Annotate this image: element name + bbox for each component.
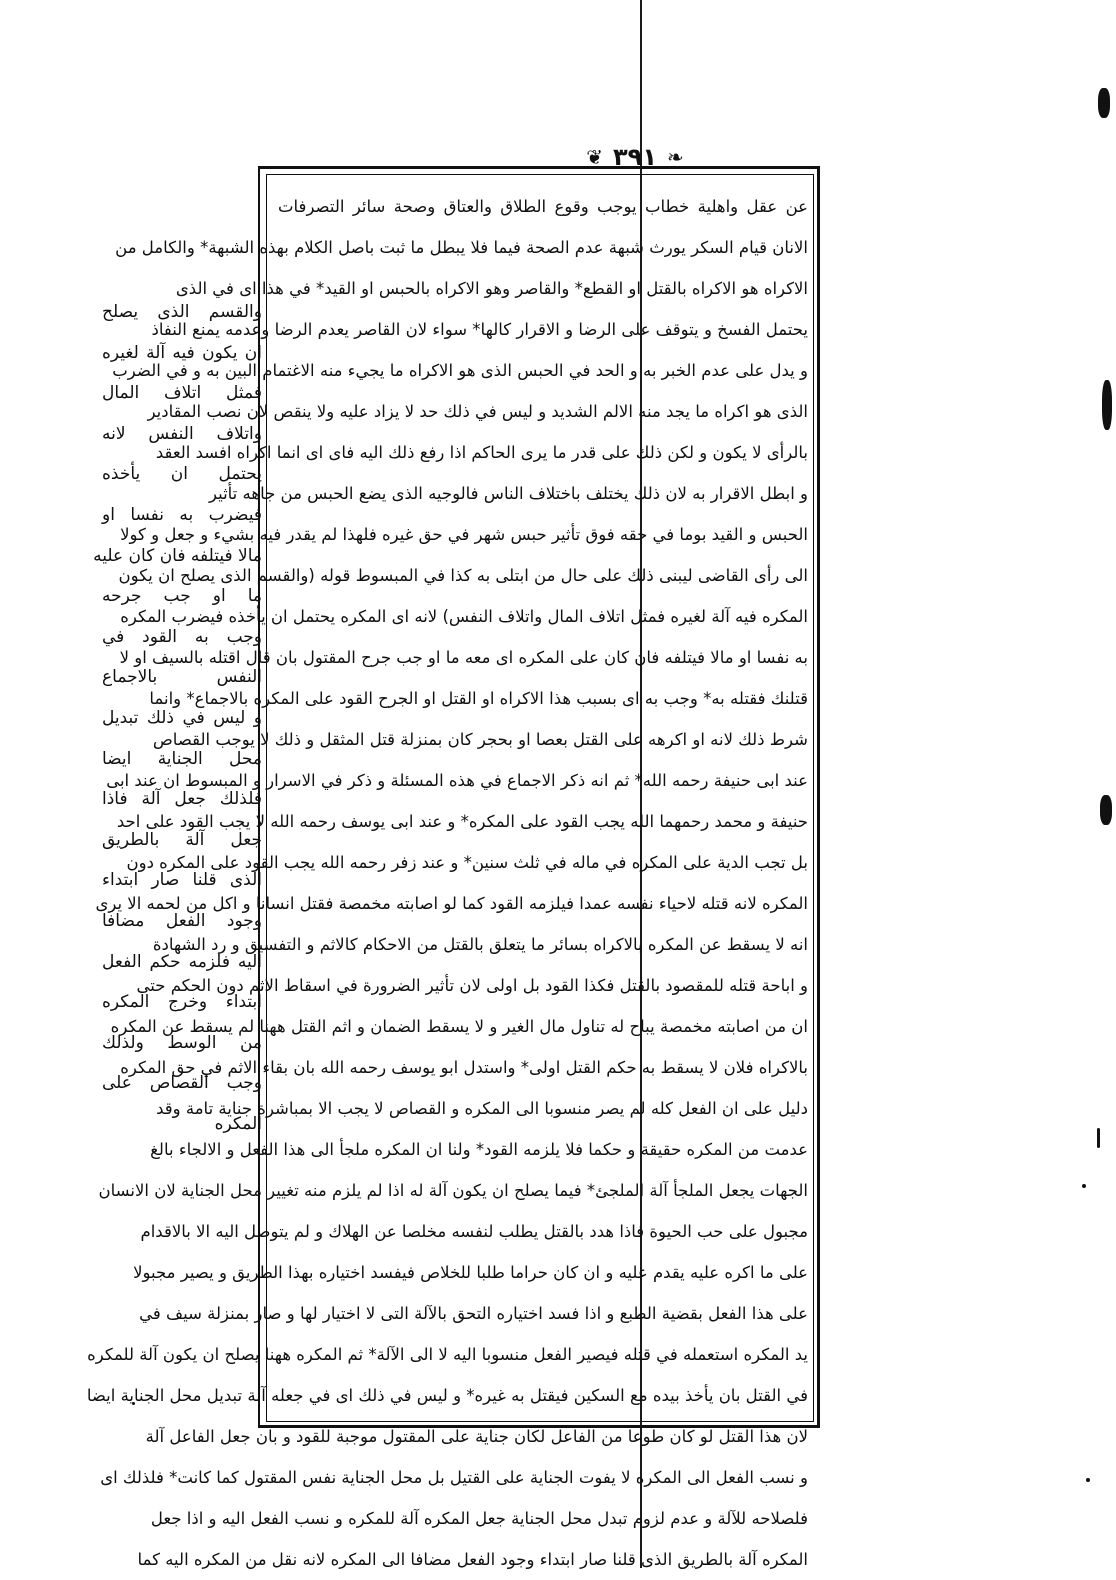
text-line: على ما اكره عليه يقدم عليه و ان كان حراما طلبا للخلاص فيفسد اختياره بهذا الطريق و يصير مجبولا xyxy=(133,1263,808,1282)
text-line: به نفسا او مالا فيتلفه فان كان على المكره اى معه ما او جب جرح المقتول بان قال اقتله بالسيف او لا xyxy=(119,648,808,667)
text-line: يحتمل الفسخ و يتوقف على الرضا و الاقرار كالها* سواء لان القاصر يعدم الرضا وعدمه يمنع النفاذ xyxy=(151,320,808,339)
text-line: الحبس و القيد بوما في حقه فوق تأثير حبس شهر في حق غيره فلهذا لم يقدر فيه بشيء و جعل و كولا xyxy=(120,525,808,544)
text-line: مجبول على حب الحيوة فاذا هدد بالقتل يطلب لنفسه مخلصا عن الهلاك و لم يتوصل اليه الا بالاقدام xyxy=(140,1222,808,1241)
margin-line: وجب به القود في xyxy=(102,626,262,647)
text-line: و نسب الفعل الى المكره لا يفوت الجناية على القتيل بل محل الجناية نفس المقتول كما كانت* فلذلك اى xyxy=(100,1468,808,1487)
text-line: يد المكره استعمله في قتله فيصير الفعل منسوبا اليه لا الى الآلة* ثم المكره ههنا يصلح ان يكون آلة للمكره xyxy=(87,1345,808,1364)
text-line: لان هذا القتل لو كان طوعا من الفاعل لكان جناية على المقتول موجبة للقود و بان جعل الفاعل آلة xyxy=(145,1427,808,1446)
text-line: عند ابى حنيفة رحمه الله* ثم انه ذكر الاجماع في هذه المسئلة و ذكر في الاسرار و المبسوط ان عند ابى xyxy=(106,771,808,790)
text-line: في القتل بان يأخذ بيده مع السكين فيقتل به غيره* و ليس في ذلك اى في جعله آلة تبديل محل الجناية ايضا xyxy=(86,1386,808,1405)
margin-line: جعل آلة بالطريق xyxy=(102,829,262,850)
text-line: على هذا الفعل بقضية الطبع و اذا فسد اختياره التحق بالآلة التى لا اختيار لها و صار بمنزلة سيف في xyxy=(139,1304,808,1323)
margin-line: ان يكون فيه آلة لغيره xyxy=(102,342,262,363)
text-line: قتلنك فقتله به* وجب به اى بسبب هذا الاكراه او القتل او الجرح القود على المكره بالاجماع* وانما xyxy=(149,689,808,708)
margin-line: وجود الفعل مضافا xyxy=(102,910,262,931)
margin-line: النفس بالاجماع xyxy=(102,667,262,688)
margin-line: فمثل اتلاف المال xyxy=(102,383,262,404)
margin-line: محل الجناية ايضا xyxy=(102,748,262,769)
margin-line: وجب القصاص على xyxy=(102,1073,262,1094)
text-line: عدمت من المكره حقيقة و حكما فلا يلزمه القود* ولنا ان المكره ملجأ الى هذا الفعل و الالجاء بالغ xyxy=(150,1140,808,1159)
scan-speck xyxy=(1102,380,1112,430)
margin-line: واتلاف النفس لانه xyxy=(102,423,262,444)
margin-commentary xyxy=(93,292,262,1134)
text-line: بالاكراه فلان لا يسقط به حكم القتل اولى* واستدل ابو يوسف رحمه الله بان بقاء الاثم في حق المكره xyxy=(120,1058,808,1077)
scan-speck xyxy=(1086,1478,1090,1482)
margin-line: ابتداء وخرج المكره xyxy=(102,992,262,1013)
scan-speck xyxy=(1082,1184,1086,1188)
text-line: فلصلاحه للآلة و عدم لزوم تبدل محل الجناية جعل المكره آلة للمكره و نسب الفعل اليه و اذا جعل xyxy=(150,1509,808,1528)
text-line: المكره لانه قتله لاحياء نفسه عمدا فيلزمه القود كما لو اصابته مخمصة فقتل انسانا و اكل من لحمه الا يرى xyxy=(95,894,808,913)
text-line: الذى هو اكراه ما يجد منه الالم الشديد و ليس في ذلك حد لا يزاد عليه ولا ينقص لان نصب المقادير xyxy=(147,402,808,421)
text-line: المكره آلة بالطريق الذى قلنا صار ابتداء وجود الفعل مضافا الى المكره لانه نقل من المكره اليه كما xyxy=(137,1550,808,1569)
margin-line: الذى قلنا صار ابتداء xyxy=(102,870,262,891)
text-line: و ابطل الاقرار به لان ذلك يختلف باختلاف الناس فالوجيه الذى يضع الحبس من جاهه تأثير xyxy=(208,484,808,503)
text-line: عن عقل واهلية خطاب يوجب وقوع الطلاق والعتاق وصحة سائر التصرفات xyxy=(278,197,808,216)
margin-line: والقسم الذى يصلح xyxy=(102,302,262,322)
page-number: ٣٩١ xyxy=(613,143,657,171)
margin-line: يحتمل ان يأخذه xyxy=(102,464,262,485)
text-line: ان من اصابته مخمصة يباح له تناول مال الغير و لا يسقط الضمان و اثم القتل ههنا لم يسقط عن المكره xyxy=(110,1017,808,1036)
scan-speck xyxy=(1098,88,1110,118)
text-line: الجهات يجعل الملجأ آلة الملجئ* فيما يصلح ان يكون آلة له اذا لم يلزم منه تغيير محل الجناية لان الانسان xyxy=(98,1181,808,1200)
text-line: الاكراه هو الاكراه بالقتل او القطع* والقاصر وهو الاكراه بالحبس او القيد* في هذا اى في الذى xyxy=(175,279,808,298)
text-line: الى رأى القاضى ليبنى ذلك على حال من ابتلى به كذا في المبسوط قوله (والقسم الذى يصلح ان يكون xyxy=(118,566,808,585)
ornament-right-icon: ❧ xyxy=(666,145,684,169)
scan-speck xyxy=(1097,1128,1100,1148)
margin-line: و ليس في ذلك تبديل xyxy=(102,707,262,728)
text-line: شرط ذلك لانه او اكرهه على القتل بعصا او بحجر كان بمنزلة قتل المثقل و ذلك لا يوجب القصاص xyxy=(152,730,808,749)
text-line: الانان قيام السكر يورث شبهة عدم الصحة فيما فلا يبطل ما ثبت باصل الكلام بهذه الشبهة* والكامل من xyxy=(115,238,808,257)
margin-line: ما او جب جرحه xyxy=(102,586,262,607)
text-line: حنيفة و محمد رحمهما الله يجب القود على المكره* و عند ابى يوسف رحمه الله لا يجب القود على احد xyxy=(116,812,808,831)
text-line: و اباحة قتله للمقصود بالقتل فكذا القود بل اولى لان تأثير الضرورة في اسقاط الاثم دون الحكم حتى xyxy=(136,976,808,995)
margin-line: من الوسط ولذلك xyxy=(102,1032,262,1053)
margin-line: المكره xyxy=(214,1113,262,1134)
text-line: المكره فيه آلة لغيره فمثل اتلاف المال واتلاف النفس) لانه اى المكره يحتمل ان يأخذه فيضرب المكره xyxy=(120,607,808,626)
margin-line: مالا فيتلفه فان كان عليه xyxy=(93,545,262,566)
text-line: بل تجب الدية على المكره في ماله في ثلث سنين* و عند زفر رحمه الله يجب القود على المكره دون xyxy=(126,853,808,872)
scan-speck xyxy=(1100,795,1112,825)
text-line: و يدل على عدم الخبر به و الحد في الحبس الذى هو الاكراه ما يجيء منه الاغتمام البين به و في الضرب xyxy=(112,361,808,380)
margin-line: فلذلك جعل آلة فاذا xyxy=(102,789,262,810)
margin-line: فيضرب به نفسا او xyxy=(102,504,262,525)
margin-line: اليه فلزمه حكم الفعل xyxy=(102,951,262,972)
text-line: دليل على ان الفعل كله لم يصر منسوبا الى المكره و القصاص لا يجب الا بمباشرة جناية تامة وقد xyxy=(156,1099,808,1118)
text-line: انه لا يسقط عن المكره بالاكراه بسائر ما يتعلق بالقتل من الاحكام كالاثم و التفسيق و رد الشهادة xyxy=(152,935,808,954)
ornament-left-icon: ❦ xyxy=(586,145,604,169)
text-line: بالرأى لا يكون و لكن ذلك على قدر ما يرى الحاكم اذا رفع ذلك اليه فاى اى انما اكراه افسد العقد xyxy=(155,443,808,462)
